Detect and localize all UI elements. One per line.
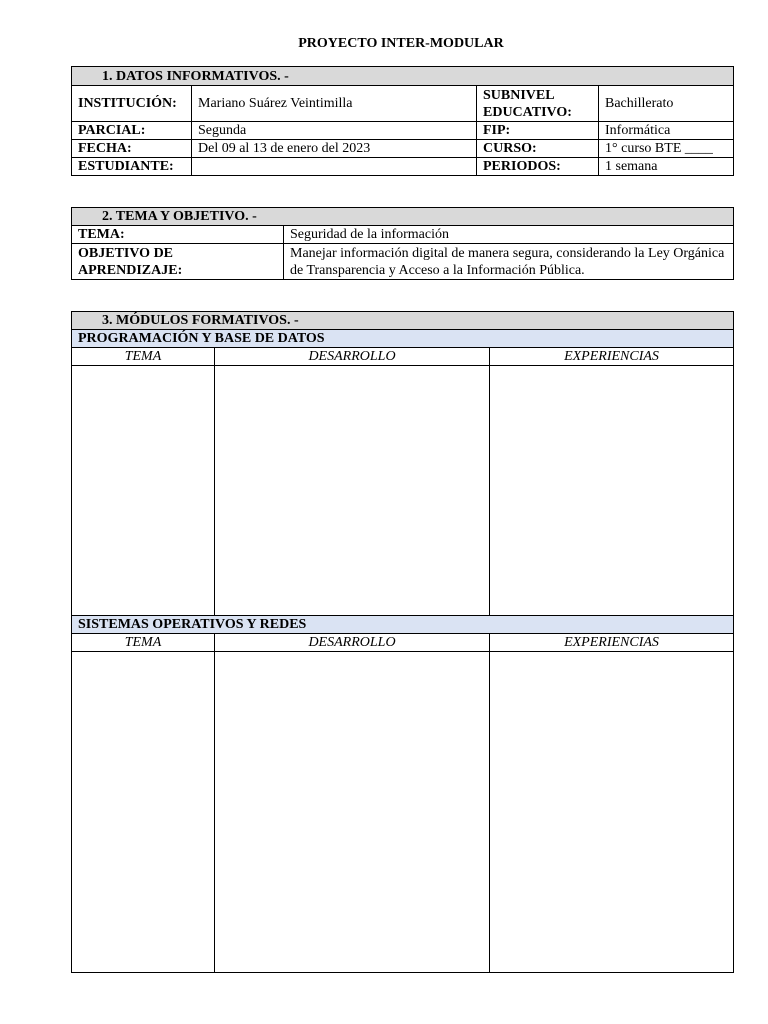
estudiante-label: ESTUDIANTE: — [72, 158, 192, 176]
section-heading-datos: 1. DATOS INFORMATIVOS. - — [72, 67, 734, 86]
sistemas-desarrollo-cell[interactable] — [215, 652, 490, 973]
periodos-label: PERIODOS: — [477, 158, 599, 176]
parcial-label: PARCIAL: — [72, 122, 192, 140]
programacion-tema-cell[interactable] — [72, 366, 215, 616]
table-row — [72, 652, 734, 973]
datos-informativos-table — [71, 66, 734, 176]
module-heading-sistemas: SISTEMAS OPERATIVOS Y REDES — [72, 616, 734, 634]
institucion-value: Mariano Suárez Veintimilla — [192, 86, 477, 122]
table-row — [72, 366, 734, 616]
fecha-value: Del 09 al 13 de enero del 2023 — [192, 140, 477, 158]
tema-value: Seguridad de la información — [284, 226, 734, 244]
column-header-tema: TEMA — [72, 634, 215, 652]
section-heading-tema: 2. TEMA Y OBJETIVO. - — [72, 208, 734, 226]
objetivo-label: OBJETIVO DE APRENDIZAJE: — [72, 244, 284, 280]
subnivel-value: Bachillerato — [599, 86, 734, 122]
subnivel-label: SUBNIVEL EDUCATIVO: — [477, 86, 599, 122]
institucion-label: INSTITUCIÓN: — [72, 86, 192, 122]
document-title: PROYECTO INTER-MODULAR — [298, 36, 504, 51]
programacion-experiencias-cell[interactable] — [490, 366, 734, 616]
column-header-desarrollo: DESARROLLO — [215, 634, 490, 652]
estudiante-value[interactable] — [192, 158, 477, 176]
periodos-value: 1 semana — [599, 158, 734, 176]
table-row — [72, 86, 734, 122]
table-row — [72, 140, 734, 158]
column-header-tema: TEMA — [72, 348, 215, 366]
curso-label: CURSO: — [477, 140, 599, 158]
fecha-label: FECHA: — [72, 140, 192, 158]
fip-label: FIP: — [477, 122, 599, 140]
section-heading-modulos: 3. MÓDULOS FORMATIVOS. - — [72, 312, 734, 330]
parcial-value: Segunda — [192, 122, 477, 140]
table-header-row — [72, 634, 734, 652]
programacion-desarrollo-cell[interactable] — [215, 366, 490, 616]
tema-label: TEMA: — [72, 226, 284, 244]
curso-value: 1° curso BTE ____ — [599, 140, 734, 158]
module-heading-programacion: PROGRAMACIÓN Y BASE DE DATOS — [72, 330, 734, 348]
column-header-experiencias: EXPERIENCIAS — [490, 348, 734, 366]
table-row — [72, 122, 734, 140]
table-row — [72, 226, 734, 244]
table-row — [72, 244, 734, 280]
table-header-row — [72, 348, 734, 366]
column-header-experiencias: EXPERIENCIAS — [490, 634, 734, 652]
objetivo-value: Manejar información digital de manera segura, considerando la Ley Orgánica de Transparencia y Acceso a la Información Pública. — [284, 244, 734, 280]
sistemas-tema-cell[interactable] — [72, 652, 215, 973]
column-header-desarrollo: DESARROLLO — [215, 348, 490, 366]
tema-objetivo-table — [71, 207, 734, 280]
modulos-formativos-table — [71, 311, 734, 973]
table-row — [72, 158, 734, 176]
fip-value: Informática — [599, 122, 734, 140]
sistemas-experiencias-cell[interactable] — [490, 652, 734, 973]
